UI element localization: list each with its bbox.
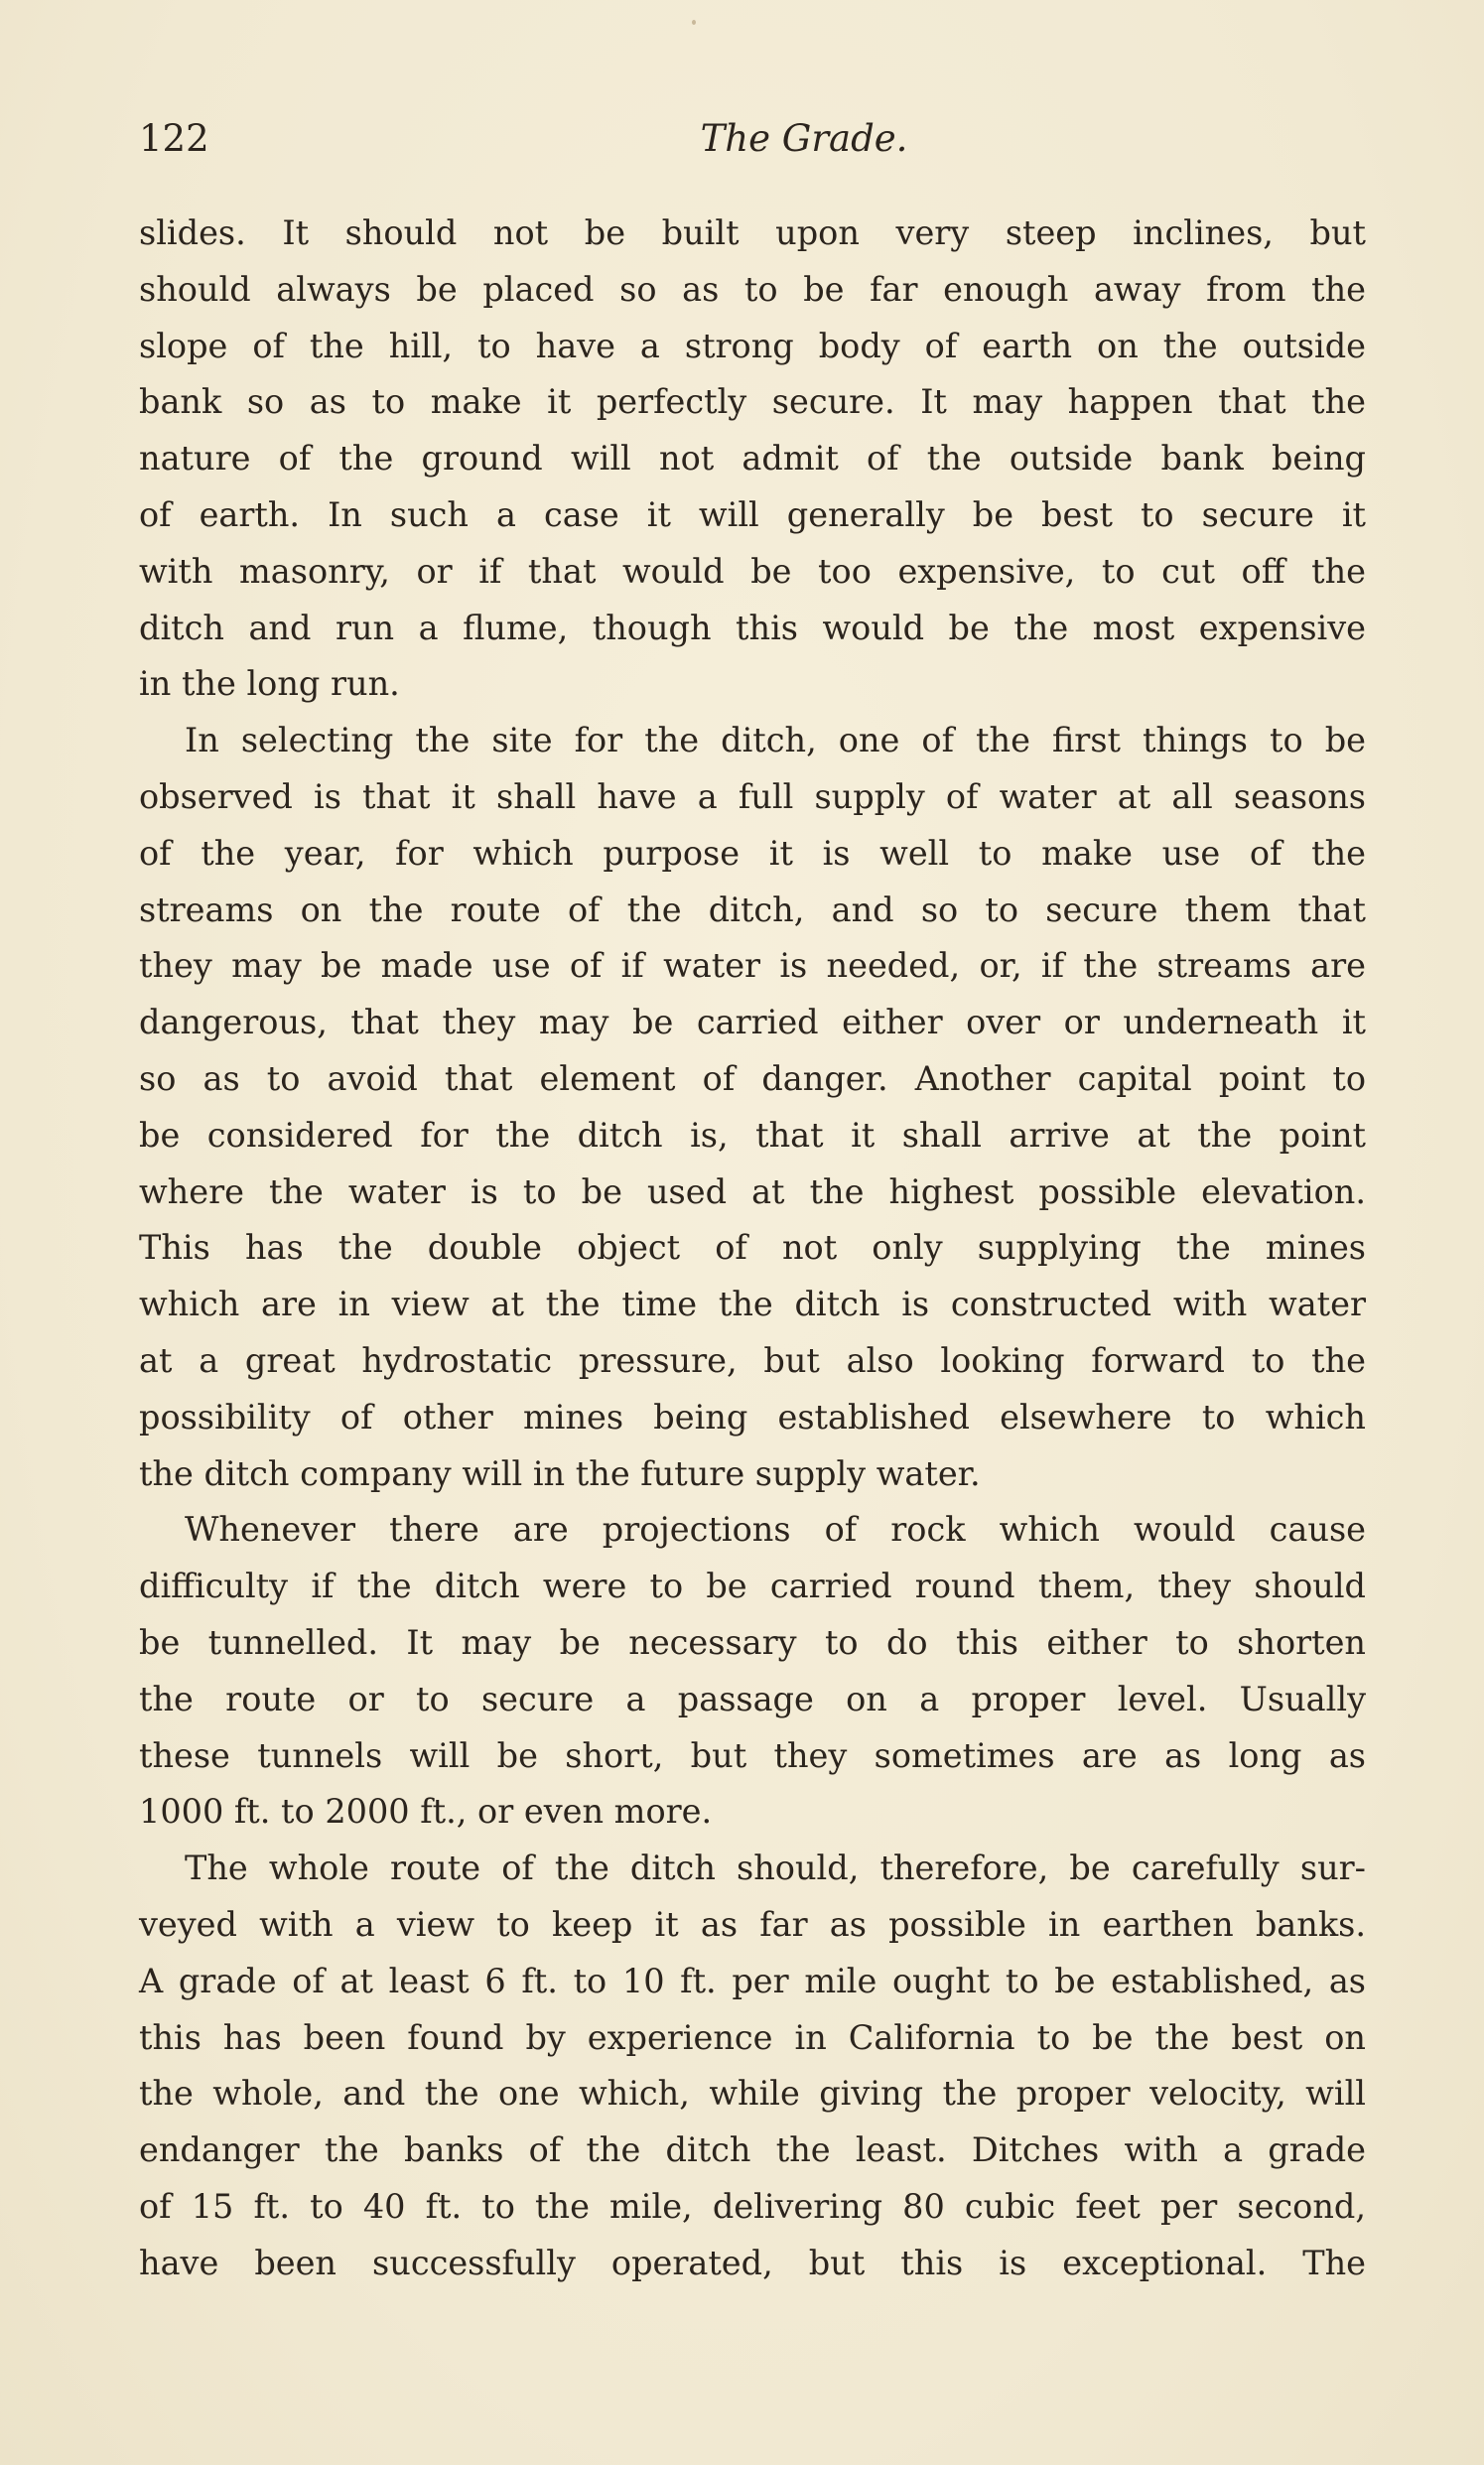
text-line: of the year, for which purpose it is well to make use of the — [139, 833, 1366, 873]
paragraph — [139, 1502, 1366, 1841]
text-line: bank so as to make it perfectly secure. It may happen that the — [139, 382, 1366, 422]
text-line: where the water is to be used at the highest possible elevation. — [139, 1171, 1366, 1211]
text-line: A grade of at least 6 ft. to 10 ft. per mile ought to be established, as — [139, 1961, 1366, 2000]
text-line: possibility of other mines being established elsewhere to which — [139, 1397, 1366, 1437]
text-line: The whole route of the ditch should, therefore, be carefully sur- — [185, 1849, 1366, 1888]
text-line: with masonry, or if that would be too expensive, to cut off the — [139, 551, 1366, 591]
text-line: these tunnels will be short, but they sometimes are as long as — [139, 1735, 1366, 1775]
text-line: the whole, and the one which, while giving the proper velocity, will — [139, 2074, 1366, 2114]
text-line: which are in view at the time the ditch is constructed with water — [139, 1285, 1366, 1324]
text-line: should always be placed so as to be far enough away from the — [139, 269, 1366, 309]
text-line: this has been found by experience in California to be the best on — [139, 2017, 1366, 2057]
text-line: of earth. In such a case it will generally be best to secure it — [139, 494, 1366, 534]
text-line: This has the double object of not only supplying the mines — [139, 1228, 1366, 1268]
body-text — [139, 205, 1366, 2291]
text-line: veyed with a view to keep it as far as possible in earthen banks. — [139, 1904, 1366, 1944]
text-line: the route or to secure a passage on a proper level. Usually — [139, 1679, 1366, 1718]
text-line: so as to avoid that element of danger. Another capital point to — [139, 1058, 1366, 1098]
text-line: slides. It should not be built upon very steep inclines, but — [139, 213, 1366, 252]
text-line: in the long run. — [139, 664, 400, 704]
text-line: ditch and run a flume, though this would be the most expensive — [139, 608, 1366, 647]
paper-speck — [692, 20, 696, 25]
running-title: The Grade. — [700, 117, 908, 160]
page-header — [139, 117, 1360, 173]
text-line: the ditch company will in the future supply water. — [139, 1453, 981, 1493]
text-line: nature of the ground will not admit of the outside bank being — [139, 439, 1366, 479]
text-line: they may be made use of if water is needed, or, if the streams are — [139, 946, 1366, 986]
paragraph — [139, 713, 1366, 1502]
text-line: dangerous, that they may be carried either over or underneath it — [139, 1003, 1366, 1042]
text-line: endanger the banks of the ditch the least. Ditches with a grade — [139, 2130, 1366, 2170]
text-line: observed is that it shall have a full supply of water at all seasons — [139, 776, 1366, 816]
text-line: have been successfully operated, but this is exceptional. The — [139, 2243, 1366, 2282]
text-line: streams on the route of the ditch, and so to secure them that — [139, 890, 1366, 929]
paragraph — [139, 1841, 1366, 2291]
text-line: In selecting the site for the ditch, one of the first things to be — [185, 721, 1366, 760]
text-line: slope of the hill, to have a strong body of earth on the outside — [139, 326, 1366, 365]
page-number: 122 — [139, 117, 209, 160]
text-line: at a great hydrostatic pressure, but also looking forward to the — [139, 1340, 1366, 1380]
text-line: be tunnelled. It may be necessary to do this either to shorten — [139, 1622, 1366, 1662]
text-line: difficulty if the ditch were to be carried round them, they should — [139, 1567, 1366, 1606]
paragraph — [139, 205, 1366, 713]
text-line: be considered for the ditch is, that it shall arrive at the point — [139, 1115, 1366, 1155]
text-line: Whenever there are projections of rock which would cause — [185, 1510, 1366, 1550]
text-line: 1000 ft. to 2000 ft., or even more. — [139, 1792, 713, 1832]
text-line: of 15 ft. to 40 ft. to the mile, delivering 80 cubic feet per second, — [139, 2186, 1366, 2226]
